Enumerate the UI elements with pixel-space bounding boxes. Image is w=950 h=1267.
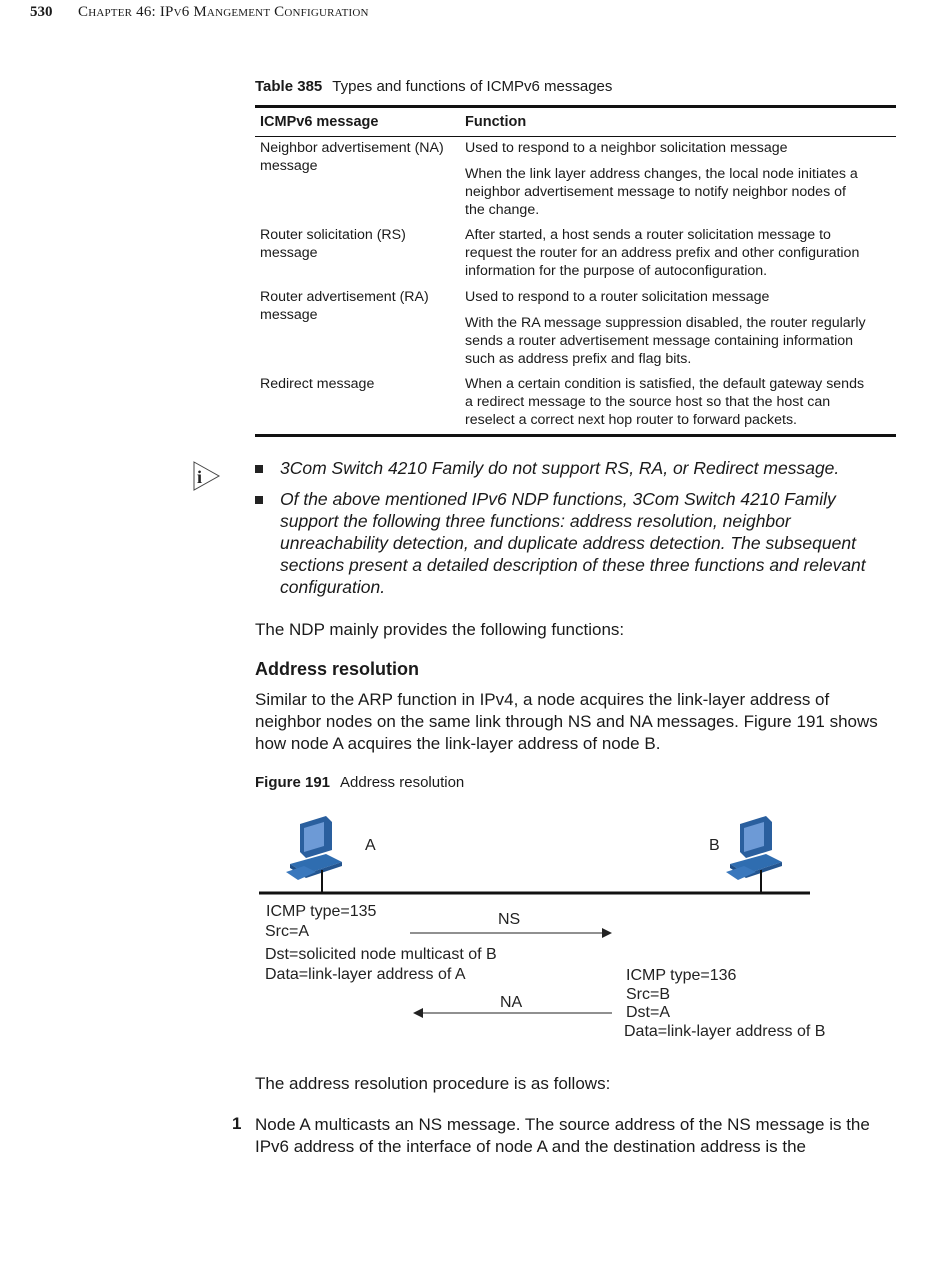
paragraph-line: how node A acquires the link-layer address of node B. bbox=[255, 734, 661, 753]
na-label: NA bbox=[500, 994, 523, 1011]
ns-line: Dst=solicited node multicast of B bbox=[265, 946, 497, 963]
step-line: Node A multicasts an NS message. The source address of the NS message is the bbox=[255, 1115, 870, 1134]
na-line: ICMP type=136 bbox=[626, 967, 737, 984]
table-header-message: ICMPv6 message bbox=[260, 114, 379, 130]
note-line: 3Com Switch 4210 Family do not support RS, RA, or Redirect message. bbox=[280, 458, 840, 478]
table-cell-message bbox=[260, 139, 444, 175]
cell-line: Router solicitation (RS) bbox=[260, 227, 406, 243]
table-cell-function bbox=[465, 375, 864, 437]
svg-text:i: i bbox=[197, 467, 203, 487]
cell-line: With the RA message suppression disabled, the router regularly bbox=[465, 315, 866, 331]
computer-b-icon bbox=[726, 816, 782, 880]
figure-title: Address resolution bbox=[340, 774, 465, 791]
cell-line: message bbox=[260, 158, 318, 174]
section-paragraph bbox=[255, 689, 878, 755]
na-line: Data=link-layer address of B bbox=[624, 1023, 826, 1040]
procedure-intro: The address resolution procedure is as follows: bbox=[255, 1074, 611, 1093]
table-caption bbox=[255, 78, 612, 95]
table-cell-message bbox=[260, 375, 374, 393]
cell-line: a redirect message to the source host so that the host can bbox=[465, 394, 831, 410]
cell-line: message bbox=[260, 307, 318, 323]
function-paragraph bbox=[465, 288, 866, 306]
function-paragraph bbox=[465, 165, 858, 219]
table-cell-function bbox=[465, 288, 866, 376]
table-cell-function bbox=[465, 226, 859, 288]
ns-line: ICMP type=135 bbox=[266, 903, 377, 920]
node-a-label: A bbox=[365, 837, 376, 854]
bullet-icon bbox=[255, 465, 263, 473]
function-paragraph bbox=[465, 226, 859, 280]
step-line: IPv6 address of the interface of node A and the destination address is the bbox=[255, 1137, 806, 1156]
cell-line: Router advertisement (RA) bbox=[260, 289, 429, 305]
na-line: Dst=A bbox=[626, 1004, 671, 1021]
cell-line: request the router for an address prefix and other configuration bbox=[465, 245, 860, 261]
cell-line: reselect a correct next hop router to forward packets. bbox=[465, 412, 797, 428]
cell-line: message bbox=[260, 245, 318, 261]
info-icon bbox=[192, 460, 222, 492]
na-line: Src=B bbox=[626, 986, 671, 1003]
function-paragraph bbox=[465, 139, 858, 157]
paragraph-line: neighbor nodes on the same link through NS and NA messages. Figure 191 shows bbox=[255, 712, 878, 731]
cell-line: sends a router advertisement message containing information bbox=[465, 333, 854, 349]
bullet-icon bbox=[255, 496, 263, 504]
cell-line: When a certain condition is satisfied, the default gateway sends bbox=[465, 376, 865, 392]
cell-line: After started, a host sends a router solicitation message to bbox=[465, 227, 831, 243]
note-line: sections present a detailed description of these three functions and relevant bbox=[280, 555, 866, 575]
intro-text: The NDP mainly provides the following functions: bbox=[255, 620, 625, 639]
ns-line: Data=link-layer address of A bbox=[265, 966, 466, 983]
cell-line: such as address prefix and flag bits. bbox=[465, 351, 692, 367]
cell-line: the change. bbox=[465, 202, 540, 218]
table-header-rule bbox=[255, 136, 896, 137]
cell-line: Used to respond to a router solicitation message bbox=[465, 289, 770, 305]
node-b-label: B bbox=[709, 837, 720, 854]
figure-label: Figure 191 bbox=[255, 774, 331, 791]
table-cell-message bbox=[260, 226, 406, 262]
cell-line: Neighbor advertisement (NA) bbox=[260, 140, 444, 156]
table-cell-message bbox=[260, 288, 429, 324]
address-resolution-diagram bbox=[250, 800, 850, 1050]
computer-a-icon bbox=[286, 816, 342, 880]
section-heading: Address resolution bbox=[255, 659, 420, 679]
table-bottom-rule bbox=[255, 434, 896, 437]
note-line: unreachability detection, and duplicate address detection. The subsequent bbox=[280, 533, 856, 553]
table-cell-function bbox=[465, 139, 858, 227]
cell-line: Redirect message bbox=[260, 376, 375, 392]
chapter-title: Chapter 46: IPv6 Mangement Configuration bbox=[78, 4, 369, 20]
note-line: configuration. bbox=[280, 577, 386, 597]
ns-line: Src=A bbox=[265, 923, 310, 940]
ns-label: NS bbox=[498, 911, 521, 928]
cell-line: neighbor advertisement message to notify neighbor nodes of bbox=[465, 184, 846, 200]
cell-line: Used to respond to a neighbor solicitation message bbox=[465, 140, 788, 156]
table-label: Table 385 bbox=[255, 78, 323, 95]
note-item bbox=[280, 488, 866, 598]
step-text bbox=[255, 1114, 870, 1158]
table-caption-text: Types and functions of ICMPv6 messages bbox=[332, 78, 613, 95]
table-header-function: Function bbox=[465, 114, 527, 130]
cell-line: When the link layer address changes, the local node initiates a bbox=[465, 166, 858, 182]
table-top-rule bbox=[255, 105, 896, 108]
note-line: support the following three functions: address resolution, neighbor bbox=[280, 511, 791, 531]
figure-caption bbox=[255, 774, 464, 791]
step-number: 1 bbox=[232, 1114, 242, 1133]
function-paragraph bbox=[465, 375, 864, 429]
paragraph-line: Similar to the ARP function in IPv4, a node acquires the link-layer address of bbox=[255, 690, 830, 709]
note-line: Of the above mentioned IPv6 NDP functions, 3Com Switch 4210 Family bbox=[280, 489, 836, 509]
cell-line: information for the purpose of autoconfiguration. bbox=[465, 263, 768, 279]
page-number: 530 bbox=[30, 4, 53, 20]
function-paragraph bbox=[465, 314, 866, 368]
note-item bbox=[280, 457, 839, 479]
